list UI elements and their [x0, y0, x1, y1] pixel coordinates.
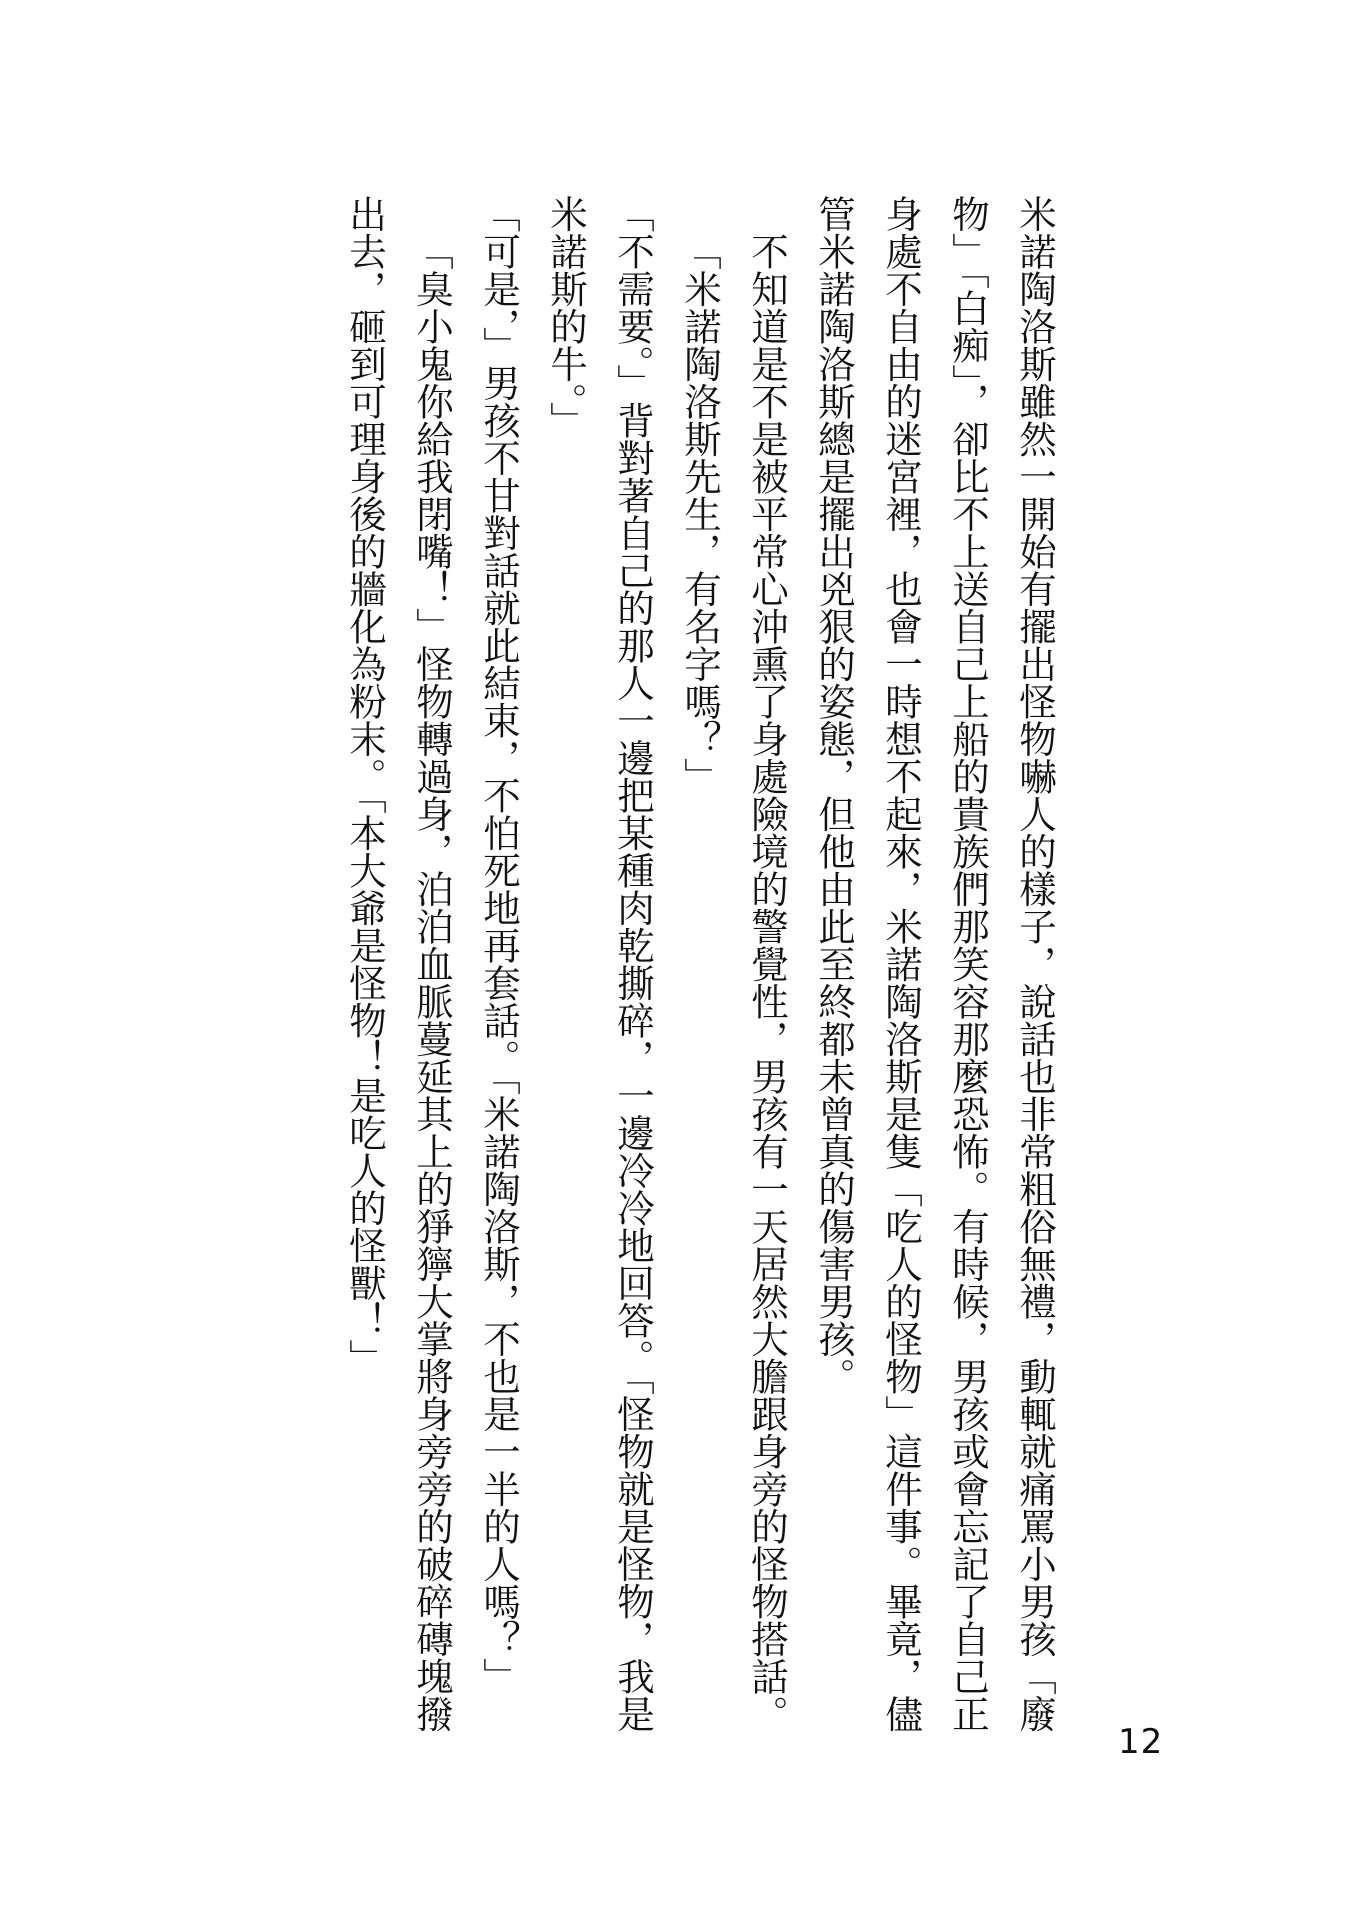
paragraph-2-text: 不知道是不是被平常心沖熏了身處險境的警覺性，男孩有一天居然大膽跟身旁的怪物搭話。 [745, 232, 789, 1733]
paragraph-6-text: 「臭小鬼你給我閉嘴！」怪物轉過身，泊泊血脈蔓延其上的猙獰大掌將身旁旁的破碎磚塊撥出去，砸到可理身後的牆化為粉末。「本大爺是怪物！是吃人的怪獸！」 [343, 195, 454, 1733]
vertical-text-body [168, 195, 1068, 1755]
paragraph-2 [733, 195, 800, 1755]
paragraph-3-text: 「米諾陶洛斯先生，有名字嗎？」 [678, 232, 722, 795]
paragraph-3 [666, 195, 733, 1755]
paragraph-6 [331, 195, 465, 1755]
page-number: 12 [1118, 1722, 1164, 1762]
paragraph-4: 「不需要。」背對著自己的那人一邊把某種肉乾撕碎，一邊冷冷地回答。「怪物就是怪物，我是米諾斯的牛。」 [544, 195, 655, 1733]
paragraph-1: 米諾陶洛斯雖然一開始有擺出怪物嚇人的樣子，說話也非常粗俗無禮，動輒就痛罵小男孩「廢物」「白痴」，卻比不上送自己上船的貴族們那笑容那麼恐怖。有時候，男孩或會忘記了自己正身處不自由的迷宮裡，也會一時想不起來，米諾陶洛斯是隻「吃人的怪物」這件事。畢竟，儘管米諾陶洛斯總是擺出兇狠的姿態，但他由此至終都未曾真的傷害男孩。 [812, 195, 1057, 1733]
paragraph-5: 「可是，」男孩不甘對話就此結束，不怕死地再套話。「米諾陶洛斯，不也是一半的人嗎？」 [477, 195, 521, 1695]
